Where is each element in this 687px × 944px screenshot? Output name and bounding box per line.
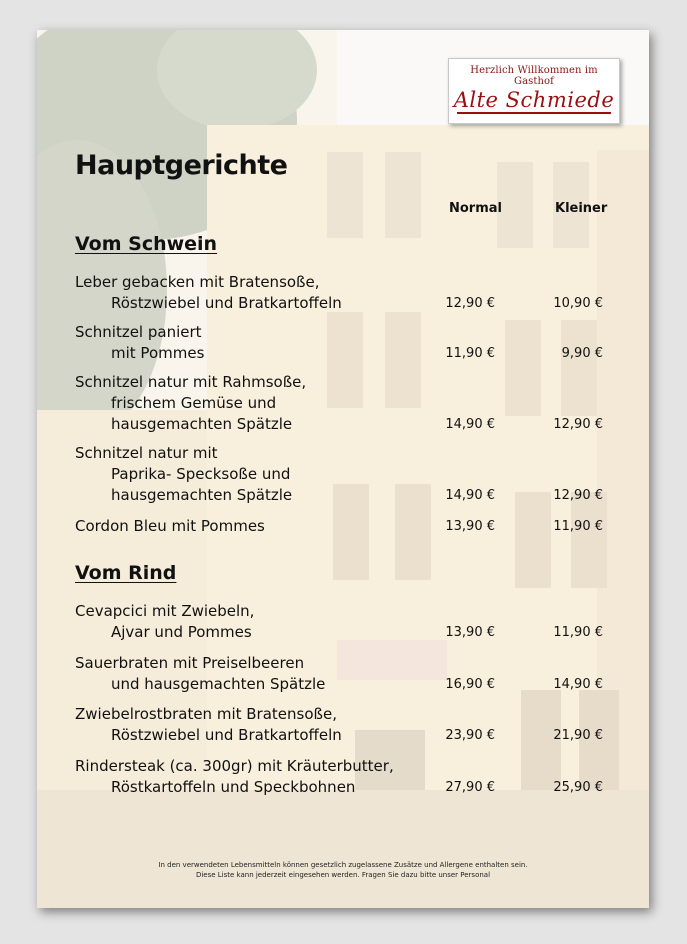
- price-normal: 14,90 €: [445, 417, 495, 432]
- menu-item-line: [75, 343, 615, 364]
- menu-item-text: Rindersteak (ca. 300gr) mit Kräuterbutter,: [75, 757, 394, 775]
- price-normal: 16,90 €: [445, 677, 495, 692]
- price-small: 21,90 €: [553, 728, 603, 743]
- menu-item-line: [75, 464, 615, 485]
- price-small: 14,90 €: [553, 677, 603, 692]
- menu-item-text: und hausgemachten Spätzle: [111, 675, 326, 693]
- menu-item-line: [75, 393, 615, 414]
- menu-item-line: [75, 704, 615, 725]
- menu-item-text: Röstkartoffeln und Speckbohnen: [111, 778, 356, 796]
- price-small: 25,90 €: [553, 780, 603, 795]
- menu-item: [75, 756, 615, 798]
- menu-item-text: Sauerbraten mit Preiselbeeren: [75, 654, 305, 672]
- price-small: 11,90 €: [553, 519, 603, 534]
- menu-item: [75, 272, 615, 314]
- menu-item-text: Röstzwiebel und Bratkartoffeln: [111, 726, 342, 744]
- menu-item-text: Schnitzel natur mit Rahmsoße,: [75, 373, 307, 391]
- allergen-notice-line: Diese Liste kann jederzeit eingesehen werden. Fragen Sie dazu bitte unser Personal: [195, 871, 491, 879]
- menu-item-text: Röstzwiebel und Bratkartoffeln: [111, 294, 342, 312]
- price-small: 12,90 €: [553, 417, 603, 432]
- price-normal: 13,90 €: [445, 625, 495, 640]
- menu-item-text: hausgemachten Spätzle: [111, 486, 293, 504]
- menu-item-line: [75, 443, 615, 464]
- menu-item-text: Schnitzel natur mit: [75, 444, 218, 462]
- price-normal: 23,90 €: [445, 728, 495, 743]
- price-normal: 14,90 €: [445, 488, 495, 503]
- menu-item: [75, 601, 615, 643]
- menu-item-text: Zwiebelrostbraten mit Bratensoße,: [75, 705, 337, 723]
- price-normal: 11,90 €: [445, 346, 495, 361]
- menu-item-text: hausgemachten Spätzle: [111, 415, 293, 433]
- price-small: 9,90 €: [561, 346, 603, 361]
- column-header-small: Kleiner: [555, 201, 608, 216]
- menu-item: [75, 322, 615, 364]
- section-heading: Vom Rind: [75, 562, 177, 584]
- menu-page: [37, 30, 649, 908]
- menu-item-line: [75, 414, 615, 435]
- menu-item-text: Cordon Bleu mit Pommes: [75, 517, 265, 535]
- menu-content: [37, 30, 649, 908]
- menu-item-text: Schnitzel paniert: [75, 323, 202, 341]
- price-normal: 13,90 €: [445, 519, 495, 534]
- allergen-notice: [37, 860, 649, 880]
- menu-item-line: [75, 653, 615, 674]
- menu-item-line: [75, 485, 615, 506]
- menu-item: [75, 704, 615, 746]
- menu-item: [75, 443, 615, 506]
- column-header-normal: Normal: [449, 201, 502, 216]
- menu-item-text: Leber gebacken mit Bratensoße,: [75, 273, 320, 291]
- allergen-notice-line: In den verwendeten Lebensmitteln können gesetzlich zugelassene Zusätze und Allergene enthalten sein.: [158, 861, 528, 869]
- menu-item-line: [75, 272, 615, 293]
- menu-item: [75, 516, 615, 537]
- menu-item: [75, 653, 615, 695]
- menu-item-text: Paprika- Specksoße und: [111, 465, 291, 483]
- price-normal: 12,90 €: [445, 296, 495, 311]
- logo-welcome-text: Herzlich Willkommen im Gasthof: [470, 65, 598, 87]
- menu-title: Hauptgerichte: [75, 150, 288, 181]
- menu-item-text: Ajvar und Pommes: [111, 623, 252, 641]
- menu-item-line: [75, 725, 615, 746]
- menu-item-line: [75, 756, 615, 777]
- menu-item-text: Cevapcici mit Zwiebeln,: [75, 602, 255, 620]
- menu-item-text: frischem Gemüse und: [111, 394, 277, 412]
- menu-item: [75, 372, 615, 435]
- menu-item-line: [75, 777, 615, 798]
- menu-item-line: [75, 516, 615, 537]
- menu-item-line: [75, 601, 615, 622]
- menu-item-text: mit Pommes: [111, 344, 205, 362]
- section-heading: Vom Schwein: [75, 233, 218, 255]
- menu-item-line: [75, 293, 615, 314]
- price-normal: 27,90 €: [445, 780, 495, 795]
- logo-restaurant-name: Alte Schmiede: [453, 88, 615, 112]
- menu-item-line: [75, 372, 615, 393]
- menu-item-line: [75, 674, 615, 695]
- price-small: 10,90 €: [553, 296, 603, 311]
- menu-item-line: [75, 322, 615, 343]
- price-small: 11,90 €: [553, 625, 603, 640]
- price-small: 12,90 €: [553, 488, 603, 503]
- menu-item-line: [75, 622, 615, 643]
